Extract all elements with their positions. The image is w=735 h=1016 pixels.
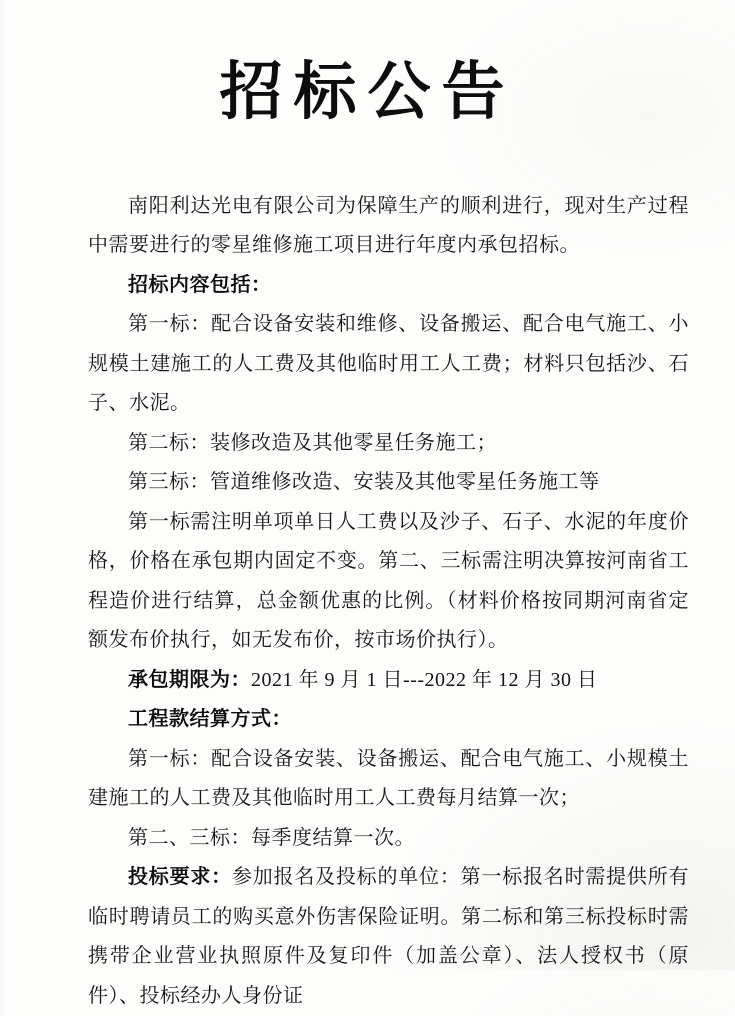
paragraph-lot1-scope [88,305,689,424]
paragraph-lot2-scope [88,424,689,464]
document-body [0,187,735,1016]
paragraph-lot3-scope [88,463,689,503]
paragraph-text: 参加报名及投标的单位：第一标报名时需提供所有临时聘请员工的购买意外伤害保险证明。第二标和第三标投标时需携带企业营业执照原件及复印件（加盖公章）、法人授权书（原件）、投标经办人身份证 [88,866,690,1007]
paragraph-text: 第一标：配合设备安装、设备搬运、配合电气施工、小规模土建施工的人工费及其他临时用工人工费每月结算一次； [88,747,689,810]
paragraph-text: 第二标：装修改造及其他零星任务施工； [128,431,497,454]
paragraph-intro [88,187,689,266]
paragraph-label: 投标要求： [128,866,232,889]
paragraph-label: 招标内容包括： [128,273,272,296]
paragraph-text: 2021 年 9 月 1 日---2022 年 12 月 30 日 [251,668,598,691]
paragraph-text: 第一标：配合设备安装和维修、设备搬运、配合电气施工、小规模土建施工的人工费及其他临时用工人工费；材料只包括沙、石子、水泥。 [88,313,689,415]
paragraph-bidding-requirements [88,858,689,1016]
paragraph-pricing-rules [88,503,689,661]
paragraph-text: 第一标需注明单项单日人工费以及沙子、石子、水泥的年度价格，价格在承包期内固定不变。第二、三标需注明决算按河南省工程造价进行结算，总金额优惠的比例。（材料价格按同期河南省定额发布价执行，如无发布价，按市场价执行）。 [88,510,689,652]
paragraph-lot1-settlement [88,740,689,819]
heading-tender-content [88,266,689,306]
paragraph-lot23-settlement [88,819,689,859]
paragraph-contract-period [88,661,689,701]
paragraph-text: 南阳利达光电有限公司为保障生产的顺利进行，现对生产过程中需要进行的零星维修施工项目进行年度内承包招标。 [88,194,689,257]
paragraph-text: 第二、三标：每季度结算一次。 [128,826,415,849]
paragraph-label: 工程款结算方式： [128,708,292,731]
paragraph-label: 承包期限为： [128,668,251,691]
document-title: 招标公告 [219,57,516,127]
heading-settlement-method [88,700,689,740]
paragraph-text: 第三标：管道维修改造、安装及其他零星任务施工等 [128,471,600,494]
